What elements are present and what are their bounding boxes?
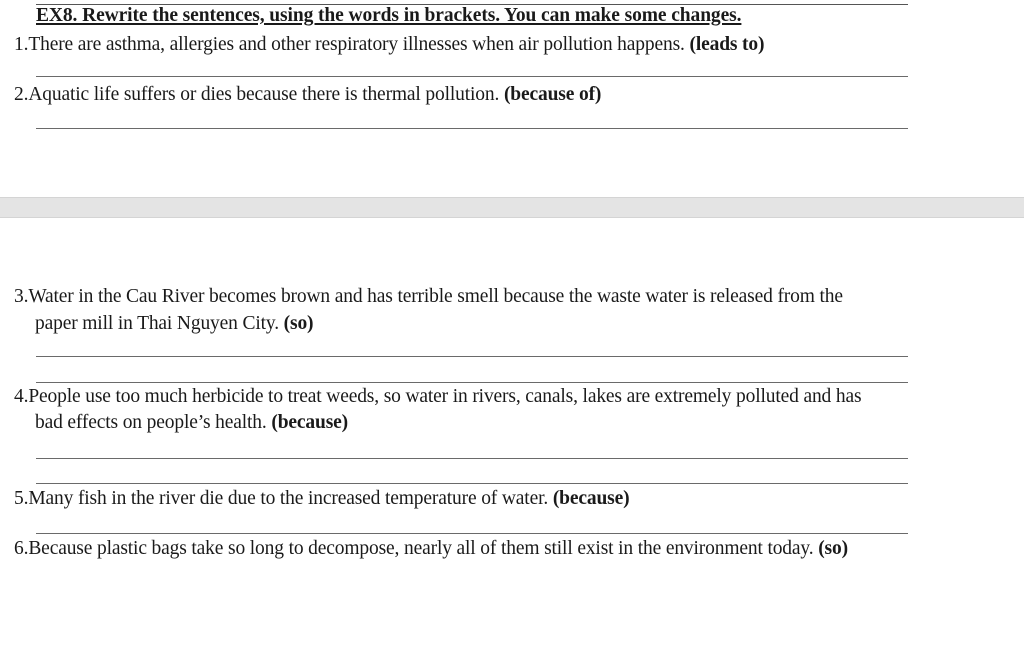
sentence-6-number: 6.	[14, 538, 29, 559]
worksheet-page-lower	[0, 218, 1024, 667]
worksheet-page-upper	[0, 0, 1024, 197]
exercise-title: EX8. Rewrite the sentences, using the words in brackets. You can make some changes.	[36, 5, 742, 26]
sentence-5-text: Many fish in the river die due to the increased temperature of water.	[28, 488, 549, 509]
sentence-6-hint: (so)	[818, 538, 848, 559]
sentence-1-hint: (leads to)	[689, 34, 765, 55]
sentence-1-number: 1.	[14, 34, 29, 55]
sentence-2-text: Aquatic life suffers or dies because there is thermal pollution.	[28, 84, 500, 105]
page-separator	[0, 197, 1024, 218]
sentence-2-number: 2.	[14, 84, 29, 105]
answer-line-2[interactable]	[36, 128, 908, 129]
sentence-4-number: 4.	[14, 386, 29, 407]
answer-line-4b[interactable]	[36, 483, 908, 484]
sentence-4-line-1	[14, 386, 861, 408]
sentence-3-line-1	[14, 286, 843, 308]
sentence-2-hint: (because of)	[503, 84, 602, 105]
sentence-3-hint: (so)	[283, 313, 314, 334]
answer-line-3b[interactable]	[36, 382, 908, 383]
sentence-3-text-2: paper mill in Thai Nguyen City.	[35, 313, 279, 334]
answer-line-1[interactable]	[36, 76, 908, 77]
sentence-6-text: Because plastic bags take so long to decompose, nearly all of them still exist in the environment today.	[28, 538, 814, 559]
sentence-5-number: 5.	[14, 488, 29, 509]
sentence-2	[14, 84, 601, 106]
answer-line-5[interactable]	[36, 533, 908, 534]
sentence-1	[14, 34, 764, 56]
sentence-5-hint: (because)	[552, 488, 630, 509]
sentence-3-number: 3.	[14, 286, 29, 307]
sentence-3-line-2	[35, 313, 313, 335]
sentence-4-text-2: bad effects on people’s health.	[35, 412, 267, 433]
sentence-1-text: There are asthma, allergies and other respiratory illnesses when air pollution happens.	[28, 34, 685, 55]
sentence-5	[14, 488, 629, 510]
sentence-6	[14, 538, 848, 560]
sentence-4-line-2	[35, 412, 348, 434]
answer-line-4a[interactable]	[36, 458, 908, 459]
answer-line-3a[interactable]	[36, 356, 908, 357]
sentence-4-hint: (because)	[271, 412, 348, 433]
sentence-4-text-1: People use too much herbicide to treat weeds, so water in rivers, canals, lakes are extremely polluted and has	[28, 386, 862, 407]
sentence-3-text-1: Water in the Cau River becomes brown and has terrible smell because the waste water is released from the	[28, 286, 843, 307]
